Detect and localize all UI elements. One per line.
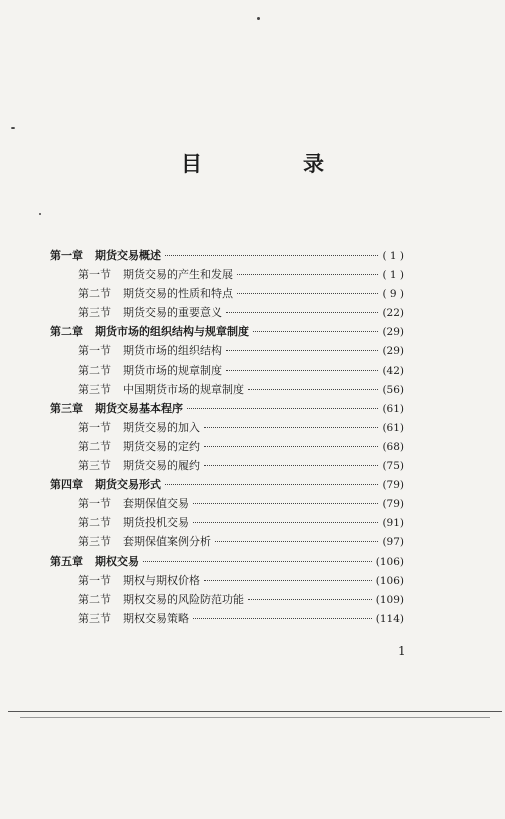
dot-leader [253, 331, 378, 332]
toc-section-row [50, 362, 404, 381]
toc-section-row [50, 342, 404, 361]
page-title: 目 录 [181, 152, 364, 176]
toc-section-row [50, 533, 404, 552]
dot-leader [143, 561, 372, 562]
toc-entry-title: 套期保值案例分析 [123, 535, 211, 549]
toc-entry-title: 期货投机交易 [123, 516, 189, 530]
toc-section-row [50, 285, 404, 304]
toc-entry-label: 第一节 [78, 344, 111, 358]
dot-leader [193, 503, 378, 504]
toc-entry-page: (68) [382, 440, 404, 453]
dot-leader [248, 599, 372, 600]
toc-chapter-row [50, 323, 404, 342]
toc-entry-title: 期权交易 [95, 554, 139, 568]
toc-entry-label: 第一节 [78, 573, 111, 587]
toc-chapter-row [50, 247, 404, 266]
toc-entry-label: 第三节 [78, 535, 111, 549]
toc-entry-label: 第一节 [78, 268, 111, 282]
toc-entry-title: 中国期货市场的规章制度 [123, 382, 244, 396]
bottom-rule [8, 711, 502, 712]
toc-entry-label: 第三节 [78, 382, 111, 396]
toc-section-row [50, 572, 404, 591]
toc-entry-page: (91) [382, 517, 404, 530]
toc-entry-page: (56) [382, 383, 404, 396]
toc-section-row [50, 419, 404, 438]
toc-section-row [50, 610, 404, 629]
toc-entry-page: (75) [382, 460, 404, 473]
dot-leader [193, 618, 372, 619]
toc-entry-title: 期权交易策略 [123, 611, 189, 625]
toc-section-row [50, 591, 404, 610]
bottom-rule-secondary [20, 717, 490, 718]
toc-entry-label: 第五章 [50, 554, 83, 568]
dot-leader [226, 350, 378, 351]
toc-section-row [50, 266, 404, 285]
toc-entry-title: 期权与期权价格 [123, 573, 200, 587]
scan-speck [39, 213, 41, 215]
toc-entry-title: 期货市场的组织结构与规章制度 [95, 325, 249, 339]
toc-entry-label: 第一节 [78, 420, 111, 434]
dot-leader [204, 465, 378, 466]
toc-entry-page: (109) [375, 593, 404, 606]
toc-entry-page: (97) [382, 536, 404, 549]
toc-chapter-row [50, 476, 404, 495]
toc-entry-title: 期货交易的定约 [123, 439, 200, 453]
dot-leader [226, 312, 378, 313]
dot-leader [204, 446, 378, 447]
scan-speck [11, 127, 15, 129]
toc-entry-label: 第二节 [78, 439, 111, 453]
toc-entry-title: 期货市场的规章制度 [123, 363, 222, 377]
dot-leader [165, 255, 378, 256]
page-number: 1 [398, 644, 406, 658]
toc-entry-page: (42) [382, 364, 404, 377]
toc-entry-label: 第二节 [78, 287, 111, 301]
table-of-contents [50, 247, 404, 629]
toc-entry-label: 第三节 [78, 611, 111, 625]
toc-section-row [50, 438, 404, 457]
toc-chapter-row [50, 553, 404, 572]
toc-section-row [50, 457, 404, 476]
dot-leader [187, 408, 378, 409]
toc-entry-label: 第二节 [78, 516, 111, 530]
toc-entry-title: 期货交易的重要意义 [123, 306, 222, 320]
toc-entry-title: 期货交易基本程序 [95, 401, 183, 415]
toc-chapter-row [50, 400, 404, 419]
toc-entry-page: (79) [382, 479, 404, 492]
toc-entry-title: 期货交易形式 [95, 478, 161, 492]
dot-leader [237, 274, 378, 275]
dot-leader [226, 370, 378, 371]
toc-entry-title: 套期保值交易 [123, 497, 189, 511]
toc-entry-page: (29) [382, 326, 404, 339]
toc-entry-title: 期货市场的组织结构 [123, 344, 222, 358]
toc-section-row [50, 304, 404, 323]
toc-entry-label: 第三章 [50, 401, 83, 415]
toc-entry-title: 期货交易的性质和特点 [123, 287, 233, 301]
toc-section-row [50, 381, 404, 400]
toc-entry-label: 第三节 [78, 306, 111, 320]
dot-leader [165, 484, 378, 485]
toc-entry-label: 第二节 [78, 363, 111, 377]
toc-entry-label: 第一章 [50, 249, 83, 262]
toc-section-row [50, 495, 404, 514]
toc-entry-title: 期权交易的风险防范功能 [123, 592, 244, 606]
dot-leader [204, 580, 372, 581]
dot-leader [204, 427, 378, 428]
toc-entry-title: 期货交易的产生和发展 [123, 268, 233, 282]
toc-entry-label: 第一节 [78, 497, 111, 511]
toc-entry-label: 第三节 [78, 459, 111, 473]
dot-leader [193, 522, 378, 523]
toc-entry-page: ( 1 ) [382, 269, 404, 282]
toc-entry-title: 期货交易的加入 [123, 420, 200, 434]
toc-entry-page: (114) [375, 612, 404, 625]
scan-speck [257, 17, 260, 20]
toc-entry-page: ( 1 ) [382, 250, 404, 262]
toc-entry-page: (61) [382, 421, 404, 434]
toc-entry-label: 第二节 [78, 592, 111, 606]
toc-entry-page: (79) [382, 498, 404, 511]
toc-entry-page: (22) [382, 307, 404, 320]
toc-entry-label: 第四章 [50, 478, 83, 492]
dot-leader [248, 389, 378, 390]
toc-entry-title: 期货交易的履约 [123, 459, 200, 473]
toc-entry-page: ( 9 ) [382, 288, 404, 301]
toc-entry-label: 第二章 [50, 325, 83, 339]
toc-entry-title: 期货交易概述 [95, 249, 161, 262]
toc-entry-page: (61) [382, 402, 404, 415]
dot-leader [237, 293, 378, 294]
toc-entry-page: (106) [375, 574, 404, 587]
dot-leader [215, 541, 378, 542]
toc-entry-page: (29) [382, 345, 404, 358]
toc-section-row [50, 514, 404, 533]
toc-entry-page: (106) [375, 555, 404, 568]
